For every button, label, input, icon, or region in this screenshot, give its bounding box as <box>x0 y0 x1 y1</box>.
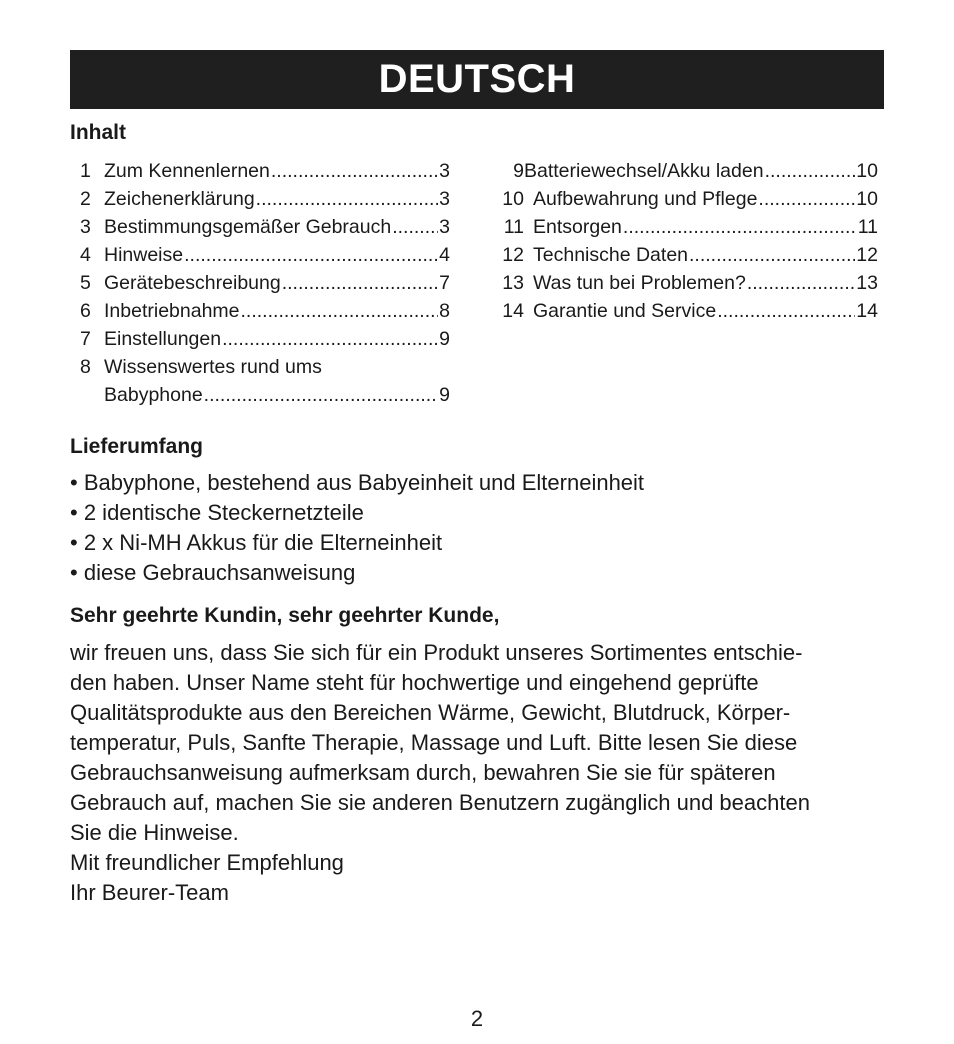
text-line: wir freuen uns, dass Sie sich für ein Produkt unseres Sortimentes entschie- <box>70 640 803 665</box>
delivery-list <box>70 468 644 588</box>
bullet-icon: • <box>70 560 78 585</box>
letter-body <box>70 638 880 908</box>
delivery-heading: Lieferumfang <box>70 435 204 458</box>
text-line: Sie die Hinweise. <box>70 820 239 845</box>
bullet-icon: • <box>70 500 78 525</box>
text-line: Mit freundlicher Empfehlung <box>70 850 344 875</box>
toc-entry: 1 Zum Kennenlernen ..... 3 <box>80 157 450 185</box>
toc-entry: 10 Aufbewahrung und Pflege ..... 10 <box>499 185 878 213</box>
toc-entry: 13 Was tun bei Problemen? ..... 13 <box>499 269 878 297</box>
bullet-icon: • <box>70 530 78 555</box>
text-line: den haben. Unser Name steht für hochwertige und eingehend geprüfte <box>70 670 759 695</box>
bullet-icon: • <box>70 470 78 495</box>
toc-entry: 8 Wissenswertes rund ums <box>80 356 322 378</box>
toc-entry: 4 Hinweise ..... 4 <box>80 241 450 269</box>
text-line: Qualitätsprodukte aus den Bereichen Wärme, Gewicht, Blutdruck, Körper- <box>70 700 791 725</box>
toc-left-column <box>80 157 450 409</box>
toc-entry: 7 Einstellungen ..... 9 <box>80 325 450 353</box>
list-item: • 2 identische Steckernetzteile <box>70 500 364 525</box>
text-line: Ihr Beurer-Team <box>70 880 229 905</box>
list-item: • Babyphone, bestehend aus Babyeinheit und Elterneinheit <box>70 470 645 495</box>
text-line: Gebrauchsanweisung aufmerksam durch, bewahren Sie sie für späteren <box>70 760 776 785</box>
toc-entry: 14 Garantie und Service ..... 14 <box>499 297 878 325</box>
toc-entry: 9 Batteriewechsel/Akku laden ..... 10 <box>499 157 878 185</box>
text-line: temperatur, Puls, Sanfte Therapie, Massage und Luft. Bitte lesen Sie diese <box>70 730 798 755</box>
toc-entry: 5 Gerätebeschreibung ..... 7 <box>80 269 450 297</box>
toc-entry-continuation: Babyphone ..... 9 <box>80 381 450 409</box>
toc-entry: 6 Inbetriebnahme ..... 8 <box>80 297 450 325</box>
toc-entry: 2 Zeichenerklärung ..... 3 <box>80 185 450 213</box>
toc-heading: Inhalt <box>70 121 126 144</box>
section-banner <box>70 50 884 109</box>
list-item: • 2 x Ni-MH Akkus für die Elterneinheit <box>70 530 443 555</box>
toc-entry: 11 Entsorgen ..... 11 <box>499 213 878 241</box>
text-line: Gebrauch auf, machen Sie sie anderen Benutzern zugänglich und beachten <box>70 790 810 815</box>
toc-right-column <box>499 157 878 325</box>
toc-entry: 3 Bestimmungsgemäßer Gebrauch ..... 3 <box>80 213 450 241</box>
letter-salutation: Sehr geehrte Kundin, sehr geehrter Kunde, <box>70 604 500 627</box>
toc-entry: 12 Technische Daten ..... 12 <box>499 241 878 269</box>
list-item: • diese Gebrauchsanweisung <box>70 560 356 585</box>
page-number: 2 <box>470 1006 484 1031</box>
banner-title: DEUTSCH <box>378 57 576 101</box>
